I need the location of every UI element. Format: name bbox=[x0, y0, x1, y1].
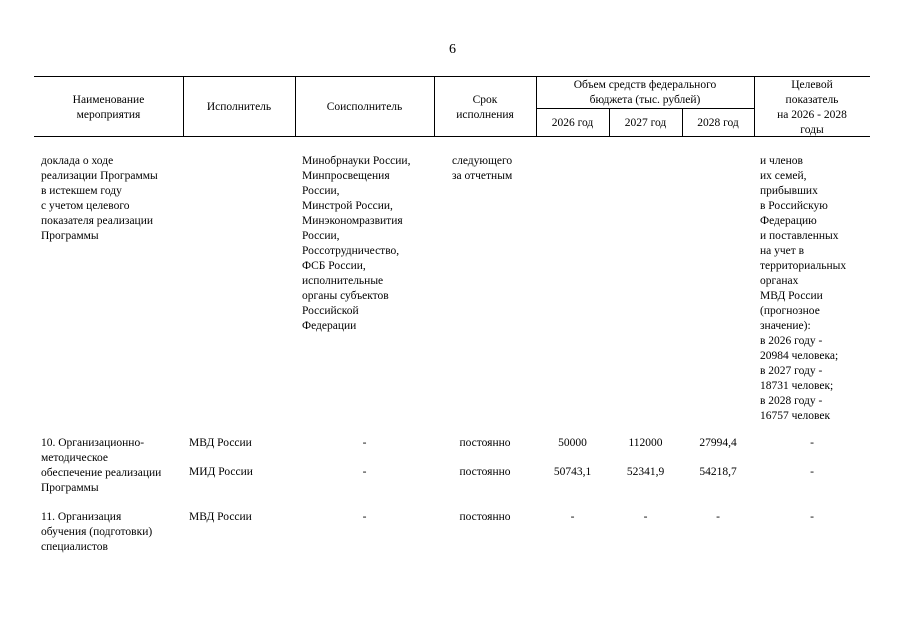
row10-2026-2: 50743,1 bbox=[553, 466, 592, 478]
row-cont-name: доклада о ходе реализации Программы в истекшем году с учетом целевого показателя реализации Программы bbox=[41, 155, 158, 242]
row-cont-target: и членов их семей, прибывших в Российскую Федерацию и поставленных на учет в территориальных органах МВД России (прогнозное значение): в 2026 году - 20984 человека; в 2027 году - 18731 человек; в 2028 году - 16757 человек bbox=[760, 155, 847, 422]
row11-2028: - bbox=[716, 511, 720, 523]
row-cont-term: следующего за отчетным bbox=[452, 155, 513, 182]
row10-2027-2: 52341,9 bbox=[626, 466, 665, 478]
header-year-2026: 2026 год bbox=[551, 117, 594, 129]
row-cont-coexecutor: Минобрнауки России, Минпросвещения России, Минстрой России, Минэкономразвития России, Россотрудничество, ФСБ России, исполнительные органы субъектов Российской Федерации bbox=[302, 155, 411, 332]
row11-target: - bbox=[810, 511, 814, 523]
row11-2026: - bbox=[570, 511, 575, 523]
row11-term: постоянно bbox=[459, 511, 511, 523]
table-top-rule bbox=[34, 76, 870, 77]
header-year-2027: 2027 год bbox=[624, 117, 667, 129]
row10-name: 10. Организационно- методическое обеспечение реализации Программы bbox=[41, 437, 162, 494]
row10-term-2: постоянно bbox=[459, 466, 511, 478]
header-coexecutor: Соисполнитель bbox=[326, 101, 403, 113]
row10-coexecutor-1: - bbox=[362, 437, 367, 449]
budget-sub-rule bbox=[536, 108, 754, 109]
header-year-2028: 2028 год bbox=[697, 117, 739, 129]
row10-2028-1: 27994,4 bbox=[699, 437, 737, 449]
row11-2027: - bbox=[643, 511, 648, 523]
row10-coexecutor-2: - bbox=[362, 466, 367, 478]
page-number: 6 bbox=[449, 42, 456, 57]
row10-2028-2: 54218,7 bbox=[699, 466, 737, 478]
row10-2026-1: 50000 bbox=[558, 437, 587, 449]
row11-name: 11. Организация обучения (подготовки) специалистов bbox=[41, 511, 153, 553]
row11-executor: МВД России bbox=[189, 511, 252, 523]
row11-coexecutor: - bbox=[362, 511, 367, 523]
row10-target-2: - bbox=[810, 466, 814, 478]
row10-term-1: постоянно bbox=[459, 437, 511, 449]
header-name: Наименование мероприятия bbox=[72, 94, 145, 121]
row10-2027-1: 112000 bbox=[628, 437, 663, 449]
row10-executor-2: МИД России bbox=[189, 466, 253, 478]
header-target: Целевой показатель на 2026 - 2028 годы bbox=[777, 79, 847, 136]
header-budget: Объем средств федерального бюджета (тыс. рублей) bbox=[573, 79, 717, 106]
header-executor: Исполнитель bbox=[206, 101, 272, 113]
row10-executor-1: МВД России bbox=[189, 437, 252, 449]
row10-target-1: - bbox=[810, 437, 814, 449]
header-term: Срок исполнения bbox=[456, 94, 514, 121]
header-bottom-rule bbox=[34, 136, 870, 137]
